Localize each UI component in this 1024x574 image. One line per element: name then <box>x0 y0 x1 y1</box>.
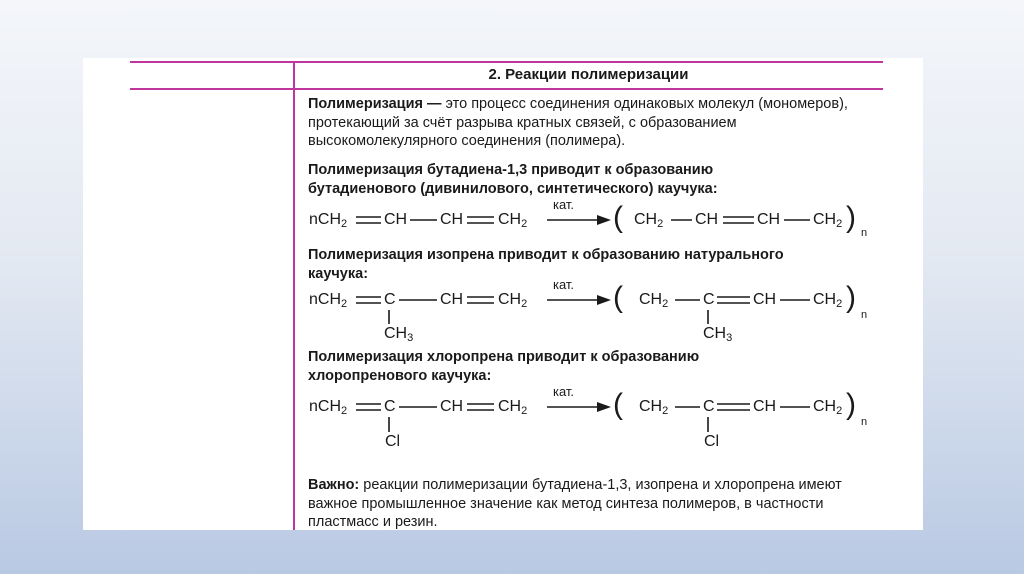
product-ch: CH <box>757 211 781 228</box>
polymer-subscript-n: n <box>861 416 868 428</box>
heading-line: Полимеризация хлоропрена приводит к образованию <box>308 349 700 365</box>
bracket-close: ) <box>846 388 856 421</box>
product-ch2: $CH_2$ <box>634 211 664 230</box>
product-ch2: $CH_2$ <box>639 398 669 417</box>
reactant-ch: CH <box>384 211 408 228</box>
heading-line: хлоропренового каучука: <box>308 367 492 384</box>
important-note <box>308 476 848 532</box>
definition-term: Полимеризация <box>308 96 423 112</box>
product-ch2: $CH_2$ <box>813 291 843 310</box>
catalyst-label: кат. <box>553 197 575 212</box>
product-ch: CH <box>695 211 719 228</box>
product-ch2: $CH_2$ <box>639 291 669 310</box>
arrow-head <box>597 215 611 225</box>
definition-text: это процесс соединения одинаковых молекул (мономеров), протекающий за счёт разрыва кратных связей, с образованием высокомолекулярного соединения (полимера). <box>308 96 848 149</box>
slide <box>83 58 923 530</box>
polymer-subscript-n: n <box>861 227 868 239</box>
methyl-group: $CH_3$ <box>703 325 733 344</box>
product-c: C <box>703 291 715 308</box>
heading-line: каучука: <box>308 265 369 282</box>
bracket-open: ( <box>613 281 623 314</box>
reactant-ch2: $CH_2$ <box>498 291 528 310</box>
bracket-open: ( <box>613 388 623 421</box>
reactant-butadiene: nCH$_2$ <box>309 211 348 230</box>
reactant-isoprene: nCH$_2$ <box>309 291 348 310</box>
bracket-close: ) <box>846 281 856 314</box>
bracket-close: ) <box>846 201 856 234</box>
bond-lines <box>83 58 923 530</box>
heading-line: Полимеризация бутадиена-1,3 приводит к образованию <box>308 162 714 178</box>
note-text: реакции полимеризации бутадиена-1,3, изопрена и хлоропрена имеют важное промышленное значение как метод синтеза полимеров, в частности пластмасс и резин. <box>308 477 842 530</box>
methyl-group: $CH_3$ <box>384 325 414 344</box>
reactant-chloroprene: nCH$_2$ <box>309 398 348 417</box>
note-label: Важно: <box>308 477 360 493</box>
arrow-head <box>597 402 611 412</box>
polymer-subscript-n: n <box>861 309 868 321</box>
product-ch2: $CH_2$ <box>813 211 843 230</box>
catalyst-label: кат. <box>553 277 575 292</box>
product-ch: CH <box>753 291 777 308</box>
bracket-open: ( <box>613 201 623 234</box>
product-ch2: $CH_2$ <box>813 398 843 417</box>
reactant-c: C <box>384 291 396 308</box>
heading-line: бутадиенового (дивинилового, синтетического) каучука: <box>308 180 718 197</box>
reactant-ch2: $CH_2$ <box>498 211 528 230</box>
definition-dash: — <box>422 96 446 112</box>
reactant-ch: CH <box>440 398 464 415</box>
reactant-ch2: $CH_2$ <box>498 398 528 417</box>
table-header-title: 2. Реакции полимеризации <box>488 66 689 83</box>
catalyst-label: кат. <box>553 384 575 399</box>
reactant-ch: CH <box>440 211 464 228</box>
arrow-head <box>597 295 611 305</box>
heading-line: Полимеризация изопрена приводит к образованию натурального <box>308 247 784 263</box>
chloro-group: Cl <box>385 433 401 450</box>
reactant-c: C <box>384 398 396 415</box>
chloro-group: Cl <box>704 433 720 450</box>
product-c: C <box>703 398 715 415</box>
product-ch: CH <box>753 398 777 415</box>
reactant-ch: CH <box>440 291 464 308</box>
